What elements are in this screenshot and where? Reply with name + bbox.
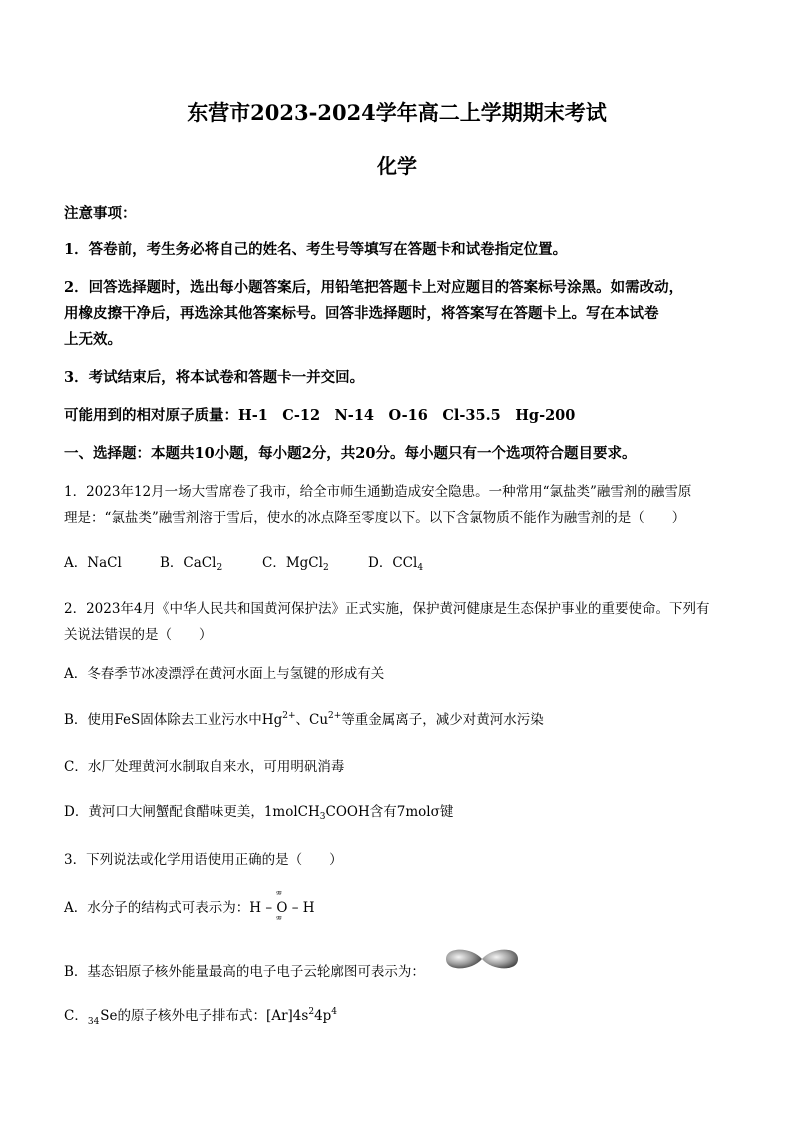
note-item-2-line-2: 用橡皮擦干净后，再选涂其他答案标号。回答非选择题时，将答案写在答题卡上。写在本试卷 [64, 305, 659, 322]
atomic-masses: 可能用到的相对原子质量：H-1 C-12 N-14 O-16 Cl-35.5 Hg-200 [64, 407, 576, 424]
orbital-right-lobe [482, 950, 518, 969]
q1-option-c: C．MgCl$_2$ [262, 555, 329, 573]
q1-options [64, 551, 423, 571]
q1-option-d: D．CCl$_4$ [368, 555, 424, 573]
q1-stem-line-1: 1．2023年12月一场大雪席卷了我市，给全市师生通勤造成安全隐患。一种常用“氯盐类”融雪剂的融雪原 [64, 484, 692, 500]
q1-option-a: A．NaCl [64, 555, 122, 571]
q2-option-a: A．冬春季节冰凌漂浮在黄河水面上与氢键的形成有关 [64, 666, 385, 682]
note-item-1: 1．答卷前，考生务必将自己的姓名、考生号等填写在答题卡和试卷指定位置。 [64, 241, 568, 258]
subject-title: 化学 [377, 154, 417, 178]
q2-option-c: C．水厂处理黄河水制取自来水，可用明矾消毒 [64, 759, 345, 775]
note-item-3: 3．考试结束后，将本试卷和答题卡一并交回。 [64, 369, 365, 386]
q1-option-b: B．CaCl$_2$ [160, 555, 223, 573]
orbital-left-lobe [446, 950, 482, 969]
q3-stem: 3．下列说法或化学用语使用正确的是（ ） [64, 852, 343, 868]
water-structural-formula: H – O – H ᵍᵍ ᵍᵍ [249, 889, 315, 923]
q2-option-d: D．黄河口大闸蟹配食醋味更美，1molCH$_3$COOH含有7molσ键 [64, 804, 454, 822]
lone-pair-bottom: ᵍᵍ [276, 914, 281, 923]
q2-stem-line-2: 关说法错误的是（ ） [64, 627, 213, 643]
p-orbital-dumbbell-image [444, 944, 520, 974]
note-item-2-line-3: 上无效。 [64, 331, 122, 348]
exam-title: 东营市2023-2024学年高二上学期期末考试 [187, 100, 607, 125]
section-heading: 一、选择题：本题共10小题，每小题2分，共20分。每小题只有一个选项符合题目要求。 [64, 445, 637, 462]
q3-option-a: A．水分子的结构式可表示为：H – O – H ᵍᵍ ᵍᵍ [64, 889, 315, 923]
q3-option-c: C．$_{34}$Se的原子核外电子排布式：$[Ar]4s^24p^4$ [64, 1007, 338, 1027]
q2-stem-line-1: 2．2023年4月《中华人民共和国黄河保护法》正式实施，保护黄河健康是生态保护事业的重要使命。下列有 [64, 601, 710, 617]
note-item-2-line-1: 2．回答选择题时，选出每小题答案后，用铅笔把答题卡上对应题目的答案标号涂黑。如需改动， [64, 279, 684, 296]
lone-pair-top: ᵍᵍ [276, 889, 281, 898]
q1-stem-line-2: 理是：“氯盐类”融雪剂溶于雪后，使水的冰点降至零度以下。以下含氯物质不能作为融雪剂的是（ ） [64, 510, 686, 526]
notes-heading: 注意事项： [64, 205, 137, 222]
q2-option-b: B．使用FeS固体除去工业污水中$Hg^{2+}$、$Cu^{2+}$等重金属离子，减少对黄河水污染 [64, 711, 544, 728]
q3-option-b: B．基态铝原子核外能量最高的电子电子云轮廓图可表示为： [64, 964, 425, 980]
